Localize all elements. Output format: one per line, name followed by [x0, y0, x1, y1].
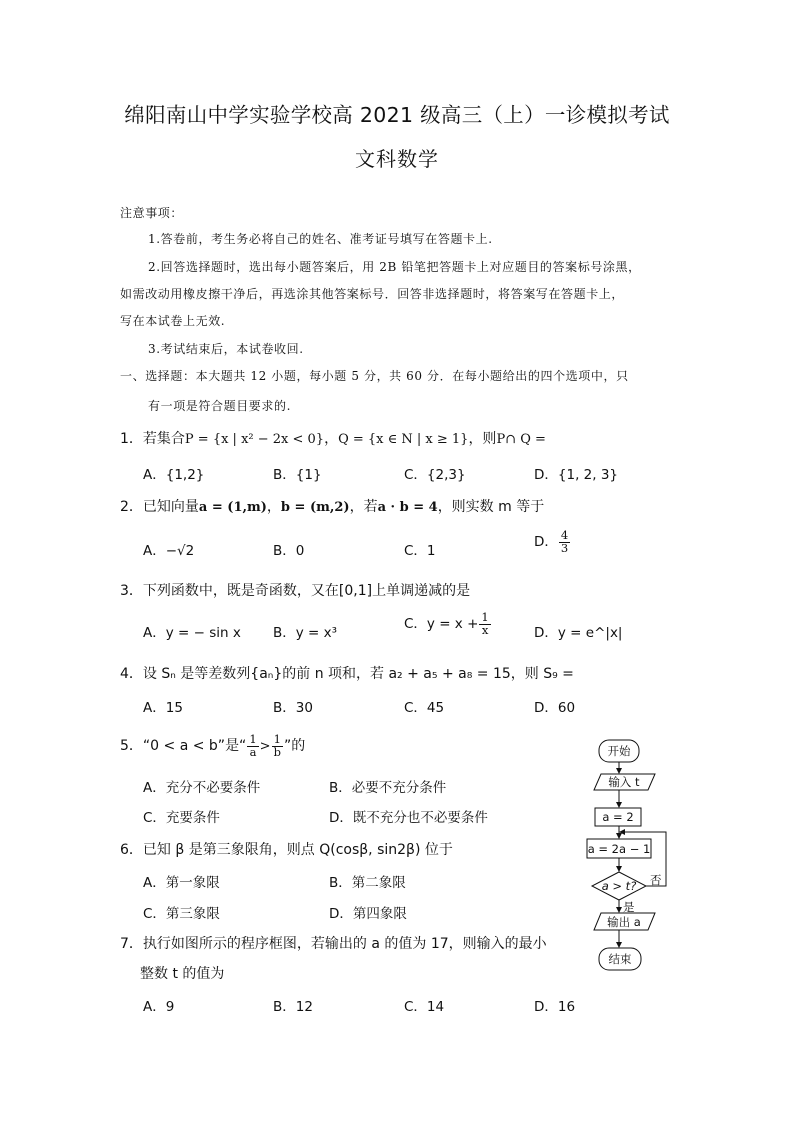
question-3: [120, 580, 470, 600]
q5-f2-denominator: b: [273, 744, 281, 759]
q1-number: 1．: [120, 431, 143, 447]
notice-item-2-line-3: 写在本试卷上无效.: [120, 314, 226, 328]
q1-option-a: A．{1,2}: [143, 467, 205, 483]
q2-pre: 已知向量: [142, 499, 199, 515]
q5-pre: “0 < a < b”是“: [142, 738, 247, 754]
q5-fraction-1: [247, 734, 258, 758]
flowchart-input-label: 输入 t: [608, 775, 640, 789]
q2-d-denominator: 3: [560, 540, 569, 555]
section-heading-line-1: 一、选择题：本大题共 12 小题，每小题 5 分，共 60 分．在每小题给出的四个选项中，只: [120, 369, 629, 383]
q1-option-c: C．{2,3}: [404, 467, 466, 483]
q7-option-a: A．9: [143, 999, 175, 1015]
question-7-line-1: [120, 933, 547, 953]
q1-option-b: B．{1}: [273, 467, 322, 483]
q3-option-c-fraction: [479, 612, 490, 636]
q5-f1-numerator: 1: [249, 732, 257, 746]
q2-post: ，则实数 m 等于: [437, 499, 545, 515]
q2-vector-b: b = (m,2): [280, 500, 350, 515]
q4-option-d: D．60: [534, 700, 576, 716]
q6-text: 已知 β 是第三象限角，则点 Q(cosβ, sin2β) 位于: [142, 842, 453, 858]
q2-d-numerator: 4: [560, 528, 569, 542]
flowchart-start-label: 开始: [607, 744, 631, 758]
notice-item-2-line-2: 如需改动用橡皮擦干净后，再选涂其他答案标号．回答非选择题时，将答案写在答题卡上，: [120, 287, 625, 301]
q2-option-c: C．1: [404, 543, 436, 559]
q5-fraction-2: [272, 734, 283, 758]
flowchart-end-label: 结束: [608, 952, 632, 966]
q5-option-b: B．必要不充分条件: [329, 780, 447, 796]
q2-vector-a: a = (1,m): [198, 500, 267, 515]
q3-option-b: B．y = x³: [273, 625, 338, 641]
flowchart-output-label: 输出 a: [607, 915, 641, 929]
q5-f2-numerator: 1: [272, 734, 283, 747]
flowchart-update-label: a = 2a − 1: [587, 842, 651, 856]
q2-option-d: [534, 530, 571, 554]
q4-option-c: C．45: [404, 700, 445, 716]
q6-option-c: C．第三象限: [143, 906, 220, 922]
q1-expression: P∩ Q =: [496, 432, 546, 447]
q2-dot-product: a · b = 4: [377, 500, 438, 515]
q5-post: ”的: [283, 738, 306, 754]
q4-option-a: A．15: [143, 700, 183, 716]
q3-text: 下列函数中，既是奇函数，又在[0,1]上单调递减的是: [142, 583, 471, 599]
q5-option-d: D．既不充分也不必要条件: [329, 810, 488, 826]
q7-line-1: 执行如图所示的程序框图，若输出的 a 的值为 17，则输入的最小: [142, 936, 547, 952]
q7-number: 7．: [120, 936, 143, 952]
q2-option-a: A．−√2: [143, 543, 195, 559]
question-2: [120, 496, 544, 516]
q2-number: 2．: [120, 499, 143, 515]
notice-item-1: 1.答卷前，考生务必将自己的姓名、准考证号填写在答题卡上.: [148, 232, 493, 246]
q3-option-d: D．y = e^|x|: [534, 625, 623, 641]
q6-number: 6．: [120, 842, 143, 858]
notice-item-2-line-1: 2.回答选择题时，选出每小题答案后，用 2B 铅笔把答题卡上对应题目的答案标号涂黑，: [148, 260, 641, 274]
question-5: [120, 734, 305, 758]
question-1: [120, 428, 546, 448]
q6-option-d: D．第四象限: [329, 906, 407, 922]
question-4: [120, 663, 574, 683]
q5-number: 5．: [120, 738, 143, 754]
notice-item-3: 3.考试结束后，本试卷收回.: [148, 342, 304, 356]
q5-f1-denominator: a: [249, 744, 257, 759]
q4-option-b: B．30: [273, 700, 313, 716]
q2-option-b: B．0: [273, 543, 305, 559]
section-heading-line-2: 有一项是符合题目要求的.: [148, 399, 292, 413]
q6-option-a: A．第一象限: [143, 875, 220, 891]
q1-option-d: D．{1, 2, 3}: [534, 467, 619, 483]
flowchart-yes-label: 是: [623, 900, 635, 914]
q6-option-b: B．第二象限: [329, 875, 406, 891]
q2-comma: ，: [266, 499, 281, 515]
q5-greater-than: >: [259, 739, 271, 754]
q3-option-a: A．y = − sin x: [143, 625, 241, 641]
page-title: 绵阳南山中学实验学校高 2021 级高三（上）一诊模拟考试: [124, 103, 670, 127]
q7-option-b: B．12: [273, 999, 313, 1015]
q2-option-d-label: D．: [534, 534, 558, 550]
q2-option-d-fraction: [559, 530, 570, 554]
flowchart-no-label: 否: [650, 873, 662, 887]
q3-option-c: [404, 612, 492, 636]
page-subtitle: 文科数学: [355, 147, 439, 171]
q3-number: 3．: [120, 583, 143, 599]
q3-c-numerator: 1: [481, 610, 489, 624]
q1-pre: 若集合: [142, 431, 185, 447]
q1-set-p: P = {x | x² − 2x < 0}: [184, 432, 325, 447]
q4-number: 4．: [120, 666, 143, 682]
q7-option-c: C．14: [404, 999, 445, 1015]
q1-post: ，则: [468, 431, 497, 447]
q3-option-c-pre: C．y = x +: [404, 616, 479, 632]
q5-option-a: A．充分不必要条件: [143, 780, 261, 796]
flowchart-init-label: a = 2: [602, 810, 634, 824]
q3-c-denominator: x: [481, 622, 489, 637]
program-flowchart: [568, 732, 688, 982]
q7-option-d: D．16: [534, 999, 576, 1015]
notice-heading: 注意事项：: [120, 206, 184, 220]
question-7-line-2: 整数 t 的值为: [140, 966, 225, 982]
q5-option-c: C．充要条件: [143, 810, 220, 826]
q1-set-q: Q = {x ∈ N | x ≥ 1}: [338, 432, 469, 447]
question-6: [120, 839, 453, 859]
flowchart-condition-label: a > t?: [601, 879, 637, 893]
q4-text: 设 Sₙ 是等差数列{aₙ}的前 n 项和，若 a₂ + a₅ + a₈ = 15，则 S₉ =: [142, 666, 574, 682]
q2-mid: ，若: [349, 499, 378, 515]
q1-comma: ，: [324, 431, 339, 447]
